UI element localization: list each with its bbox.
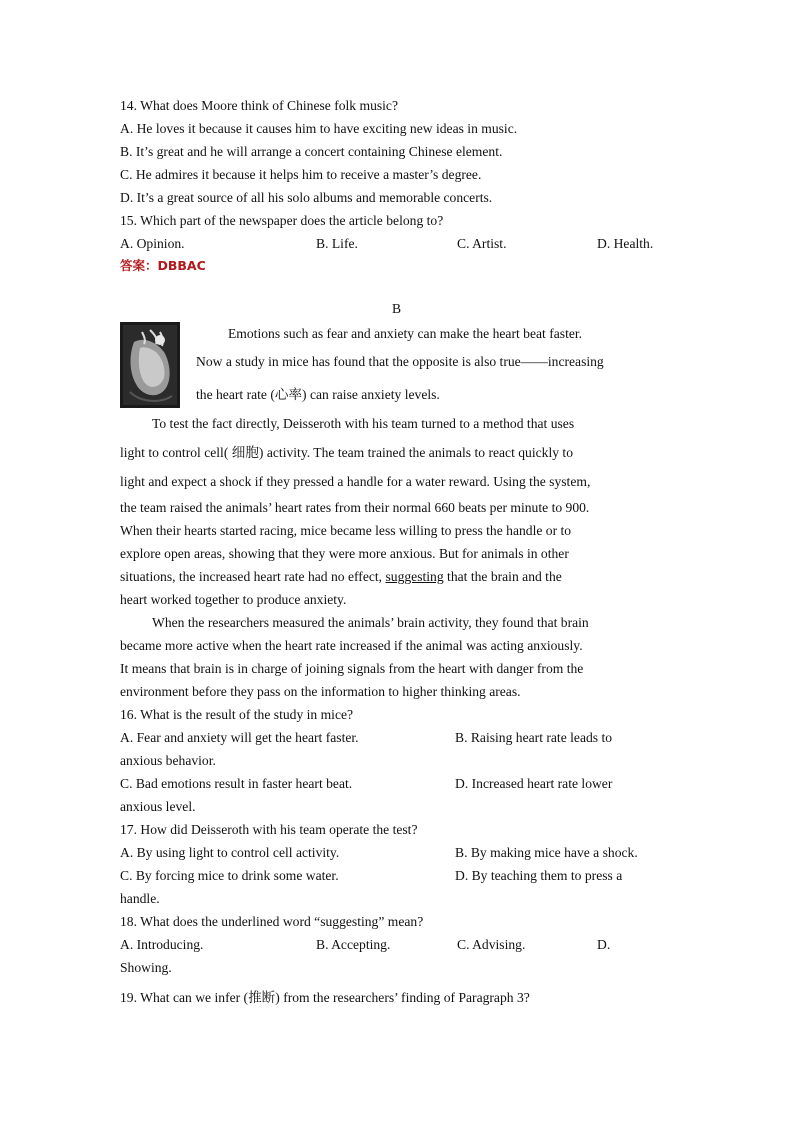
paragraph-2-line-7 bbox=[120, 565, 673, 588]
paragraph-2-line-7-end: that the brain and the bbox=[443, 569, 562, 584]
passage-intro-line-3: the heart rate (心率) can raise anxiety levels. bbox=[196, 387, 440, 402]
answer-key: 答案：DBBAC bbox=[120, 258, 206, 273]
q16-row-1 bbox=[120, 726, 673, 749]
q14-option-d: D. It’s a great source of all his solo albums and memorable concerts. bbox=[120, 190, 493, 205]
q19-question: 19. What can we infer (推断) from the researchers’ finding of Paragraph 3? bbox=[120, 990, 530, 1005]
q17-option-d-continued: handle. bbox=[120, 891, 160, 906]
passage-intro-line-1: Emotions such as fear and anxiety can make the heart beat faster. bbox=[228, 326, 583, 341]
q15-option-b: B. Life. bbox=[316, 236, 358, 251]
q16-question: 16. What is the result of the study in mice? bbox=[120, 707, 354, 722]
document-page bbox=[120, 94, 673, 1013]
q15-option-d: D. Health. bbox=[597, 236, 654, 251]
q18-options bbox=[120, 933, 673, 956]
heart-illustration-image bbox=[120, 322, 180, 408]
q14-question: 14. What does Moore think of Chinese folk music? bbox=[120, 98, 398, 113]
q17-row-2 bbox=[120, 864, 673, 887]
q17-option-d: D. By teaching them to press a bbox=[455, 868, 623, 883]
q16-option-d: D. Increased heart rate lower bbox=[455, 776, 613, 791]
paragraph-3-line-2: became more active when the heart rate increased if the animal was acting anxiously. bbox=[120, 638, 583, 653]
paragraph-2-line-4: the team raised the animals’ heart rates from their normal 660 beats per minute to 900. bbox=[120, 500, 590, 515]
q16-option-c: C. Bad emotions result in faster heart beat. bbox=[120, 776, 353, 791]
q17-row-1 bbox=[120, 841, 673, 864]
passage-intro-line-2: Now a study in mice has found that the opposite is also true——increasing bbox=[196, 354, 604, 369]
q18-option-d: D. bbox=[597, 937, 611, 952]
paragraph-2-line-2: light to control cell( 细胞) activity. The team trained the animals to react quickly to bbox=[120, 445, 573, 460]
q18-option-c: C. Advising. bbox=[457, 937, 526, 952]
paragraph-2-line-8: heart worked together to produce anxiety. bbox=[120, 592, 347, 607]
paragraph-2-line-1: To test the fact directly, Deisseroth with his team turned to a method that uses bbox=[152, 416, 575, 431]
paragraph-2-line-6: explore open areas, showing that they were more anxious. But for animals in other bbox=[120, 546, 569, 561]
q17-option-b: B. By making mice have a shock. bbox=[455, 845, 638, 860]
q15-question: 15. Which part of the newspaper does the article belong to? bbox=[120, 213, 444, 228]
section-label: B bbox=[391, 301, 402, 316]
paragraph-2-line-5: When their hearts started racing, mice became less willing to press the handle or to bbox=[120, 523, 572, 538]
underlined-word-suggesting: suggesting bbox=[385, 569, 444, 584]
q15-option-c: C. Artist. bbox=[457, 236, 507, 251]
q16-option-d-continued: anxious level. bbox=[120, 799, 196, 814]
q17-question: 17. How did Deisseroth with his team operate the test? bbox=[120, 822, 418, 837]
q14-option-c: C. He admires it because it helps him to receive a master’s degree. bbox=[120, 167, 482, 182]
passage-intro bbox=[120, 320, 673, 410]
paragraph-2-line-7-start: situations, the increased heart rate had no effect, bbox=[120, 569, 386, 584]
q17-option-c: C. By forcing mice to drink some water. bbox=[120, 868, 339, 883]
q18-option-a: A. Introducing. bbox=[120, 937, 204, 952]
paragraph-3-line-1: When the researchers measured the animals’ brain activity, they found that brain bbox=[152, 615, 589, 630]
q18-question: 18. What does the underlined word “suggesting” mean? bbox=[120, 914, 424, 929]
q14-option-a: A. He loves it because it causes him to have exciting new ideas in music. bbox=[120, 121, 518, 136]
q15-options bbox=[120, 232, 673, 255]
paragraph-3-line-4: environment before they pass on the information to higher thinking areas. bbox=[120, 684, 521, 699]
q16-option-b-continued: anxious behavior. bbox=[120, 753, 216, 768]
q16-option-b: B. Raising heart rate leads to bbox=[455, 730, 613, 745]
q16-option-a: A. Fear and anxiety will get the heart faster. bbox=[120, 730, 359, 745]
q16-row-2 bbox=[120, 772, 673, 795]
paragraph-3-line-3: It means that brain is in charge of joining signals from the heart with danger from the bbox=[120, 661, 584, 676]
q17-option-a: A. By using light to control cell activity. bbox=[120, 845, 340, 860]
q18-option-d-continued: Showing. bbox=[120, 960, 172, 975]
q18-option-b: B. Accepting. bbox=[316, 937, 391, 952]
q14-option-b: B. It’s great and he will arrange a concert containing Chinese element. bbox=[120, 144, 503, 159]
paragraph-2-line-3: light and expect a shock if they pressed a handle for a water reward. Using the system, bbox=[120, 474, 591, 489]
q15-option-a: A. Opinion. bbox=[120, 236, 185, 251]
